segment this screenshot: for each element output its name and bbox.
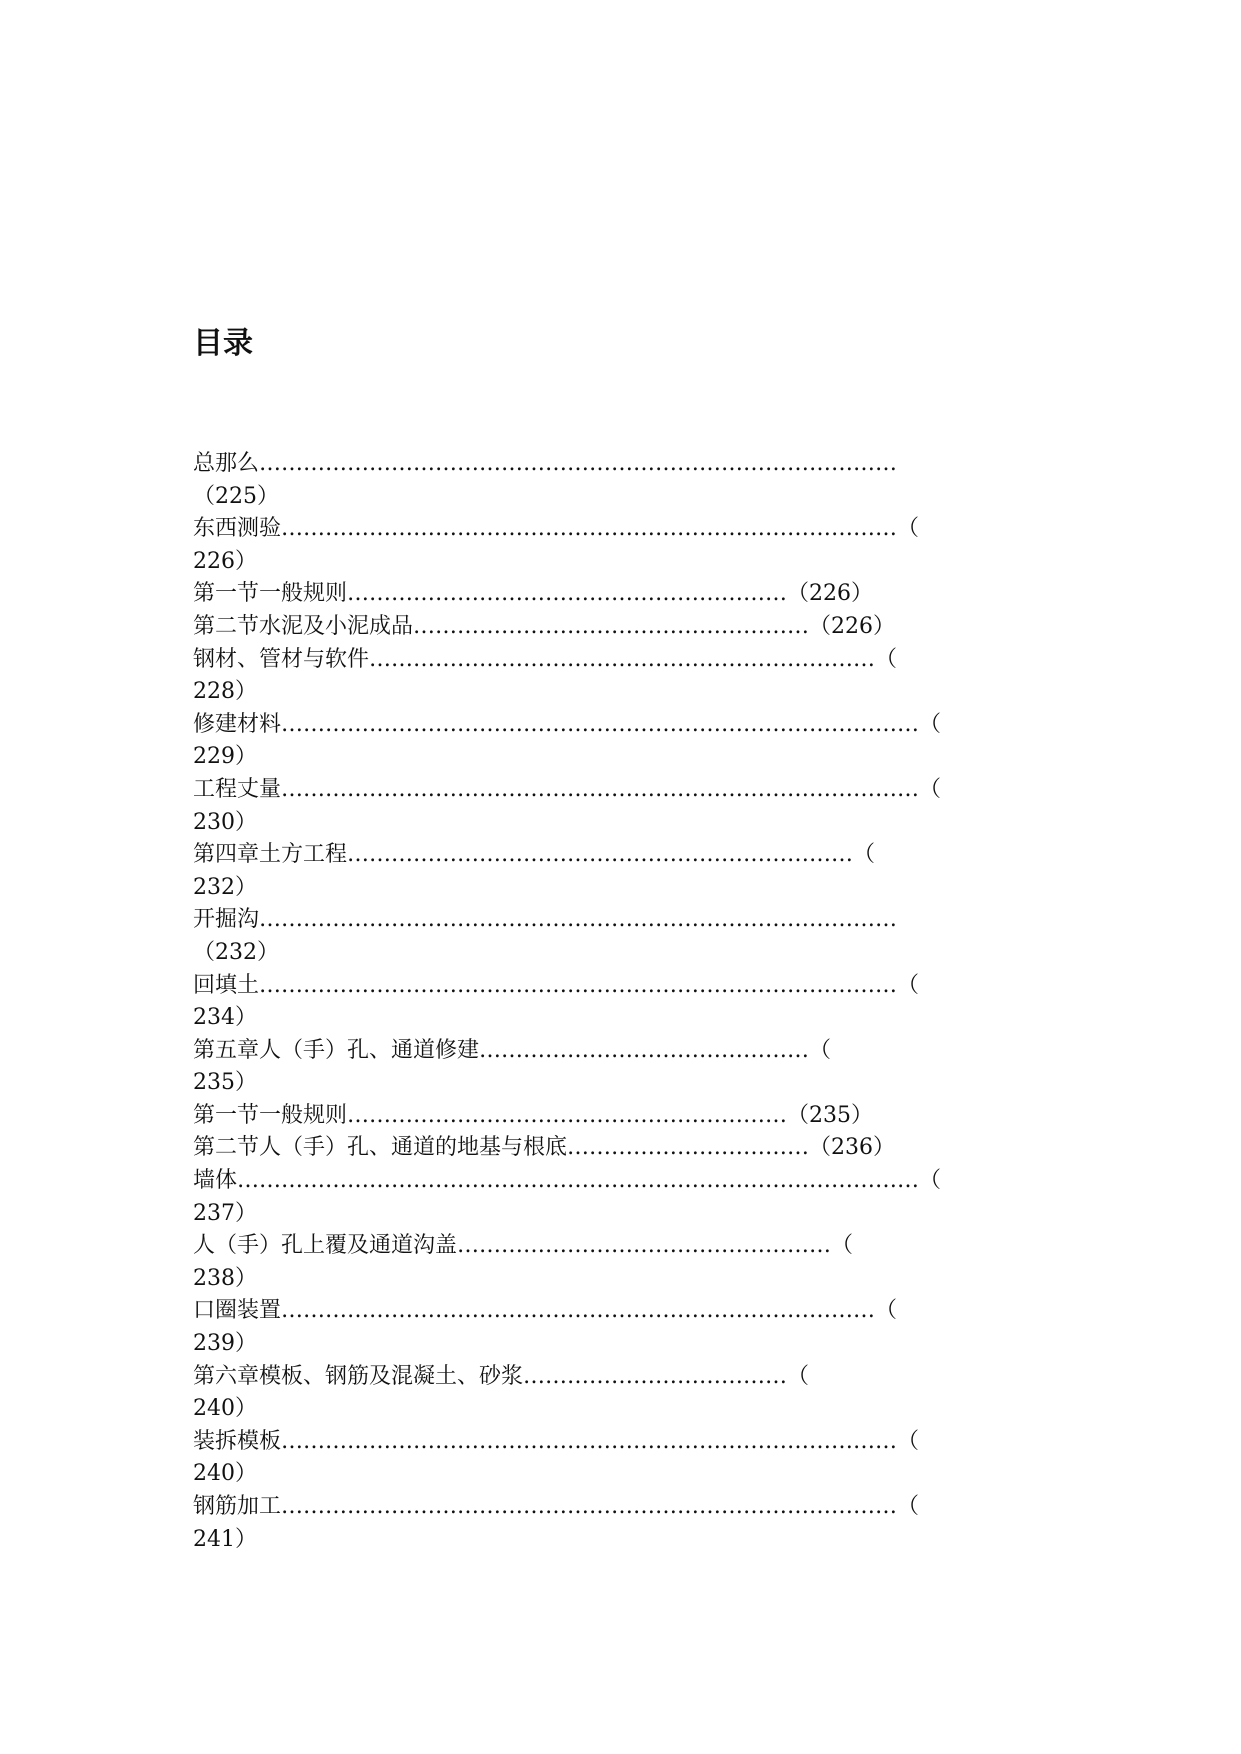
toc-entry[interactable]: [193, 1100, 941, 1133]
toc-entry-text: 口圈装置………………………………………………………………………（: [193, 1298, 898, 1324]
toc-entry-continuation: 228）: [193, 679, 257, 705]
page-title: 目录: [193, 326, 253, 361]
toc-entry[interactable]: [193, 970, 941, 1035]
toc-entry-continuation: 240）: [193, 1461, 257, 1487]
toc-entry-text: 第四章土方工程……………………………………………………………（: [193, 842, 876, 868]
toc-entry-continuation: 239）: [193, 1331, 257, 1357]
toc-entry[interactable]: [193, 513, 941, 578]
toc-entry-text: 第六章模板、钢筋及混凝土、砂浆………………………………（: [193, 1363, 810, 1389]
toc-entry-continuation: 226）: [193, 548, 257, 574]
toc-entry-text: 第二节人（手）孔、通道的地基与根底……………………………（236）: [193, 1135, 895, 1161]
toc-entry[interactable]: [193, 448, 941, 513]
toc-entry-continuation: 241）: [193, 1526, 257, 1552]
toc-entry-text: 开掘沟……………………………………………………………………………: [193, 907, 898, 933]
toc-entry-text: 钢筋加工…………………………………………………………………………（: [193, 1494, 920, 1519]
toc-entry-text: 回填土……………………………………………………………………………（: [193, 972, 920, 998]
toc-entry[interactable]: [193, 644, 941, 709]
toc-entry-text: 第五章人（手）孔、通道修建………………………………………（: [193, 1037, 832, 1063]
toc-entry-text: 装拆模板…………………………………………………………………………（: [193, 1428, 920, 1454]
toc-entry[interactable]: [193, 839, 941, 904]
toc-entry[interactable]: [193, 578, 941, 611]
toc-entry-continuation: 237）: [193, 1200, 257, 1226]
toc-entry-continuation: 240）: [193, 1396, 257, 1422]
toc-entry[interactable]: [193, 1230, 941, 1295]
toc-entry-text: 东西测验…………………………………………………………………………（: [193, 516, 920, 542]
toc-entry-text: 钢材、管材与软件……………………………………………………………（: [193, 646, 898, 672]
toc-entry[interactable]: [193, 1035, 941, 1100]
toc-entry[interactable]: [193, 611, 941, 644]
toc-entry-text: 墙体…………………………………………………………………………………（: [193, 1168, 942, 1194]
toc-entry-text: 工程丈量……………………………………………………………………………（: [193, 776, 942, 802]
toc-entry-text: 第一节一般规则……………………………………………………（226）: [193, 581, 873, 607]
toc-entry-text: 第二节水泥及小泥成品………………………………………………（226）: [193, 613, 895, 639]
toc-entry[interactable]: [193, 774, 941, 839]
toc-entry-continuation: 232）: [193, 874, 257, 900]
toc-entry[interactable]: [193, 904, 941, 969]
toc-entry-continuation: 230）: [193, 809, 257, 835]
toc-entry-text: 总那么……………………………………………………………………………: [193, 451, 898, 476]
toc-entry[interactable]: [193, 1295, 941, 1360]
toc-entry[interactable]: [193, 1426, 941, 1491]
toc-entry-text: 修建材料……………………………………………………………………………（: [193, 711, 942, 737]
toc-entry[interactable]: [193, 1361, 941, 1426]
toc-entry[interactable]: [193, 709, 941, 774]
toc-entry[interactable]: [193, 1491, 941, 1556]
toc-entry[interactable]: [193, 1165, 941, 1230]
toc-entry-continuation: 234）: [193, 1005, 257, 1031]
table-of-contents: [193, 448, 941, 1556]
toc-entry-text: 人（手）孔上覆及通道沟盖……………………………………………（: [193, 1233, 854, 1259]
toc-entry-continuation: 229）: [193, 744, 257, 770]
toc-entry-continuation: 238）: [193, 1265, 257, 1291]
toc-entry-continuation: 235）: [193, 1070, 257, 1096]
toc-entry-continuation: （225）: [193, 483, 279, 509]
toc-entry-text: 第一节一般规则……………………………………………………（235）: [193, 1102, 873, 1128]
toc-entry-continuation: （232）: [193, 939, 279, 965]
toc-entry[interactable]: [193, 1132, 941, 1165]
